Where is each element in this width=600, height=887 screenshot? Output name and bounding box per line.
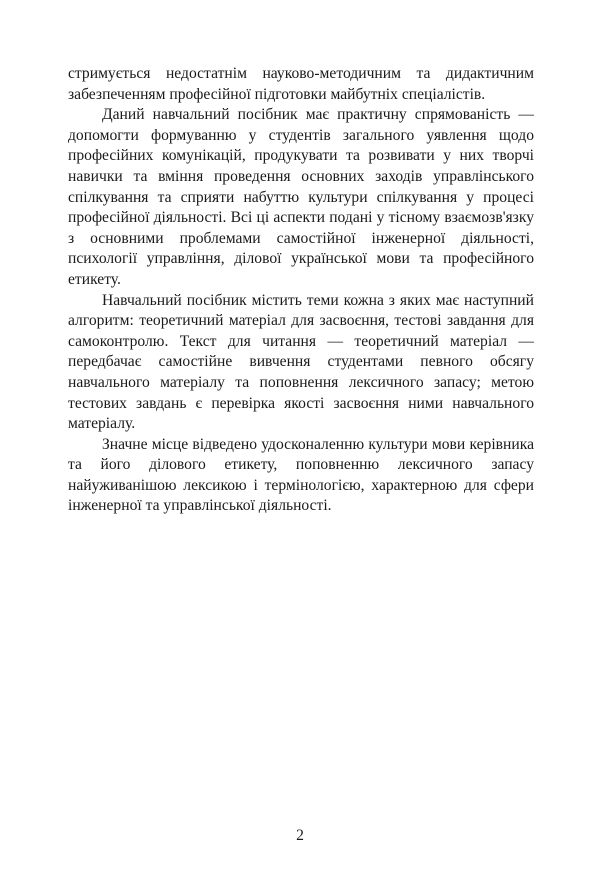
paragraph-purpose: Даний навчальний посібник має практичну спрямованість — допомогти формуванню у студентів загального уявлення щодо професійних комунікацій, продукувати та розвивати у них творчі навички та вміння проведення основних заходів управлінського спілкування та сприяти набуттю культури спілкування у процесі професійної діяльності. Всі ці аспекти подані у тісному взаємозв'язку з основними проблемами самостійної інженерної діяльності, психології управління, ділової української мови та професійного етикету. — [68, 106, 534, 288]
paragraph-continuation: стримується недостатнім науково-методичним та дидактичним забезпеченням професійної підготовки майбутніх спеціалістів. — [68, 65, 534, 103]
page-number: 2 — [296, 827, 304, 844]
body-text — [68, 64, 534, 517]
paragraph-structure: Навчальний посібник містить теми кожна з яких має наступний алгоритм: теоретичний матеріал для засвоєння, тестові завдання для самоконтролю. Текст для читання — теоретичний матеріал — передбачає самостійне вивчення студентами певного обсягу навчального матеріалу та поповнення лексичного запасу; метою тестових завдань є перевірка якості засвоєння ними навчального матеріалу. — [68, 291, 534, 433]
paragraph-culture: Значне місце відведено удосконаленню культури мови керівника та його ділового етикету, поповненню лексичного запасу найуживанішою лексикою і термінологією, характерною для сфери інженерної та управлінської діяльності. — [68, 435, 534, 515]
